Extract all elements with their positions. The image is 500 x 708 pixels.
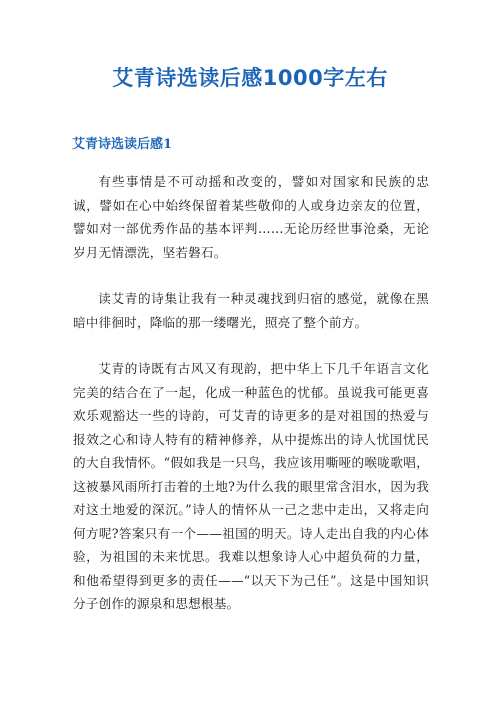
- section-heading: 艾青诗选读后感1: [72, 137, 173, 152]
- paragraph-3: 艾青的诗既有古风又有现韵，把中华上下几千年语言文化完美的结合在了一起，化成一种蓝色的忧郁。虽说我可能更喜欢乐观豁达一些的诗韵，可艾青的诗更多的是对祖国的热爱与报效之心和诗人特有的精神修养，从中提炼出的诗人忧国忧民的大自我情怀。“假如我是一只鸟，我应该用嘶哑的喉咙歌唱，这被暴风雨所打击着的土地?为什么我的眼里常含泪水，因为我对这土地爱的深沉。”诗人的情怀从一己之悲中走出，又将走向何方呢?答案只有一个——祖国的明天。诗人走出自我的内心体验，为祖国的未来忧思。我难以想象诗人心中超负荷的力量，和他希望得到更多的责任——“以天下为己任”。这是中国知识分子创作的源泉和思想根基。: [73, 361, 429, 611]
- page-title: 艾青诗选读后感1000字左右: [112, 66, 388, 90]
- article-body: [73, 170, 429, 639]
- paragraph-1: 有些事情是不可动摇和改变的，譬如对国家和民族的忠诚，譬如在心中始终保留着某些敬仰的人或身边亲友的位置，譬如对一部优秀作品的基本评判……无论历经世事沧桑，无论岁月无情漂洗，坚若磐石。: [73, 174, 429, 260]
- paragraph-2: 读艾青的诗集让我有一种灵魂找到归宿的感觉，就像在黑暗中徘徊时，降临的那一缕曙光，照亮了整个前方。: [73, 291, 429, 330]
